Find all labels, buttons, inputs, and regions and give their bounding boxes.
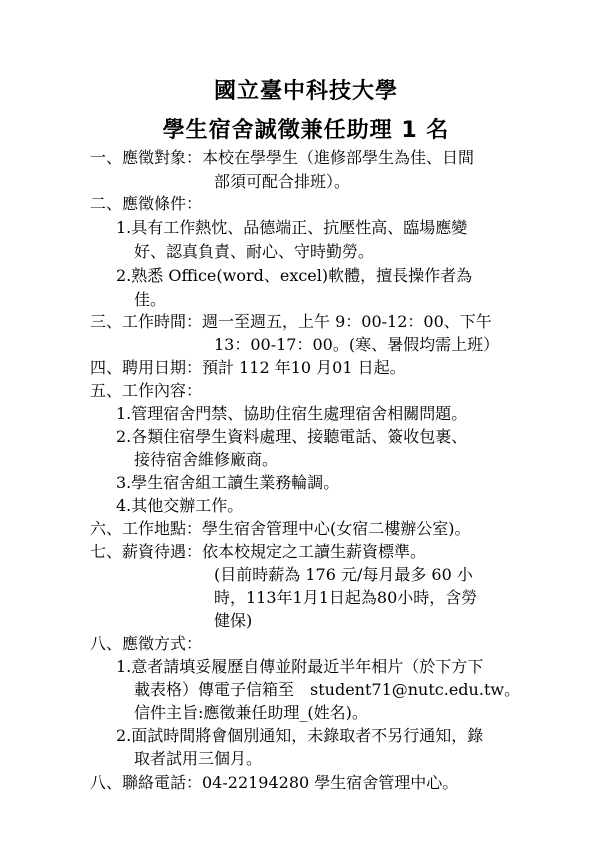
section-contact: 八、聯絡電話：04-22194280 學生宿舍管理中心。	[90, 773, 459, 792]
section-work-hours-cont: 13：00-17：00。(寒、暑假均需上班）	[214, 335, 500, 354]
section-applicant: 一、應徵對象：本校在學學生（進修部學生為佳、日間	[90, 148, 475, 167]
section-salary: 七、薪資待遇：依本校規定之工讀生薪資標準。	[90, 542, 427, 561]
application-item-cont: 載表格）傳電子信箱至 student71@nutc.edu.tw。	[134, 680, 521, 699]
duty-item: 4.其他交辦工作。	[116, 496, 244, 515]
salary-note-cont: 健保)	[214, 611, 253, 630]
duty-item-cont: 接待宿舍維修廠商。	[134, 450, 279, 469]
salary-note-cont: 時，113年1月1日起為80小時，含勞	[214, 588, 478, 607]
application-item-cont: 取者試用三個月。	[134, 749, 263, 768]
section-location: 六、工作地點：學生宿舍管理中心(女宿二樓辦公室)。	[90, 519, 471, 538]
section-applicant-cont: 部須可配合排班）。	[214, 172, 351, 191]
section-start-date: 四、聘用日期：預計 112 年10 月01 日起。	[90, 358, 406, 377]
application-item: 1.意者請填妥履歷自傳並附最近半年相片（於下方下	[116, 657, 484, 676]
requirement-item: 1.具有工作熱忱、品德端正、抗壓性高、臨場應變	[116, 218, 468, 237]
duty-item: 1.管理宿舍門禁、協助住宿生處理宿舍相關問題。	[116, 404, 468, 423]
section-duties: 五、工作內容：	[90, 381, 203, 400]
section-application: 八、應徵方式：	[90, 634, 203, 653]
requirement-item-cont: 好、認真負責、耐心、守時勤勞。	[134, 242, 375, 261]
salary-note: (目前時薪為 176 元/每月最多 60 小	[214, 565, 473, 584]
duty-item: 2.各類住宿學生資料處理、接聽電話、簽收包裹、	[116, 427, 468, 446]
application-item: 2.面試時間將會個別通知，未錄取者不另行通知，錄	[116, 726, 484, 745]
duty-item: 3.學生宿舍組工讀生業務輪調。	[116, 473, 340, 492]
section-work-hours: 三、工作時間：週一至週五，上午 9：00-12：00、下午	[90, 312, 492, 331]
application-item-cont: 信件主旨:應徵兼任助理_(姓名)。	[134, 703, 368, 722]
requirement-item-cont: 佳。	[134, 290, 167, 309]
requirement-item: 2.熟悉 Office(word、excel)軟體，擅長操作者為	[116, 266, 473, 285]
section-requirements: 二、應徵條件：	[90, 194, 203, 213]
document-title: 國立臺中科技大學	[213, 79, 398, 104]
document-subtitle: 學生宿舍誠徵兼任助理 1 名	[162, 118, 450, 143]
